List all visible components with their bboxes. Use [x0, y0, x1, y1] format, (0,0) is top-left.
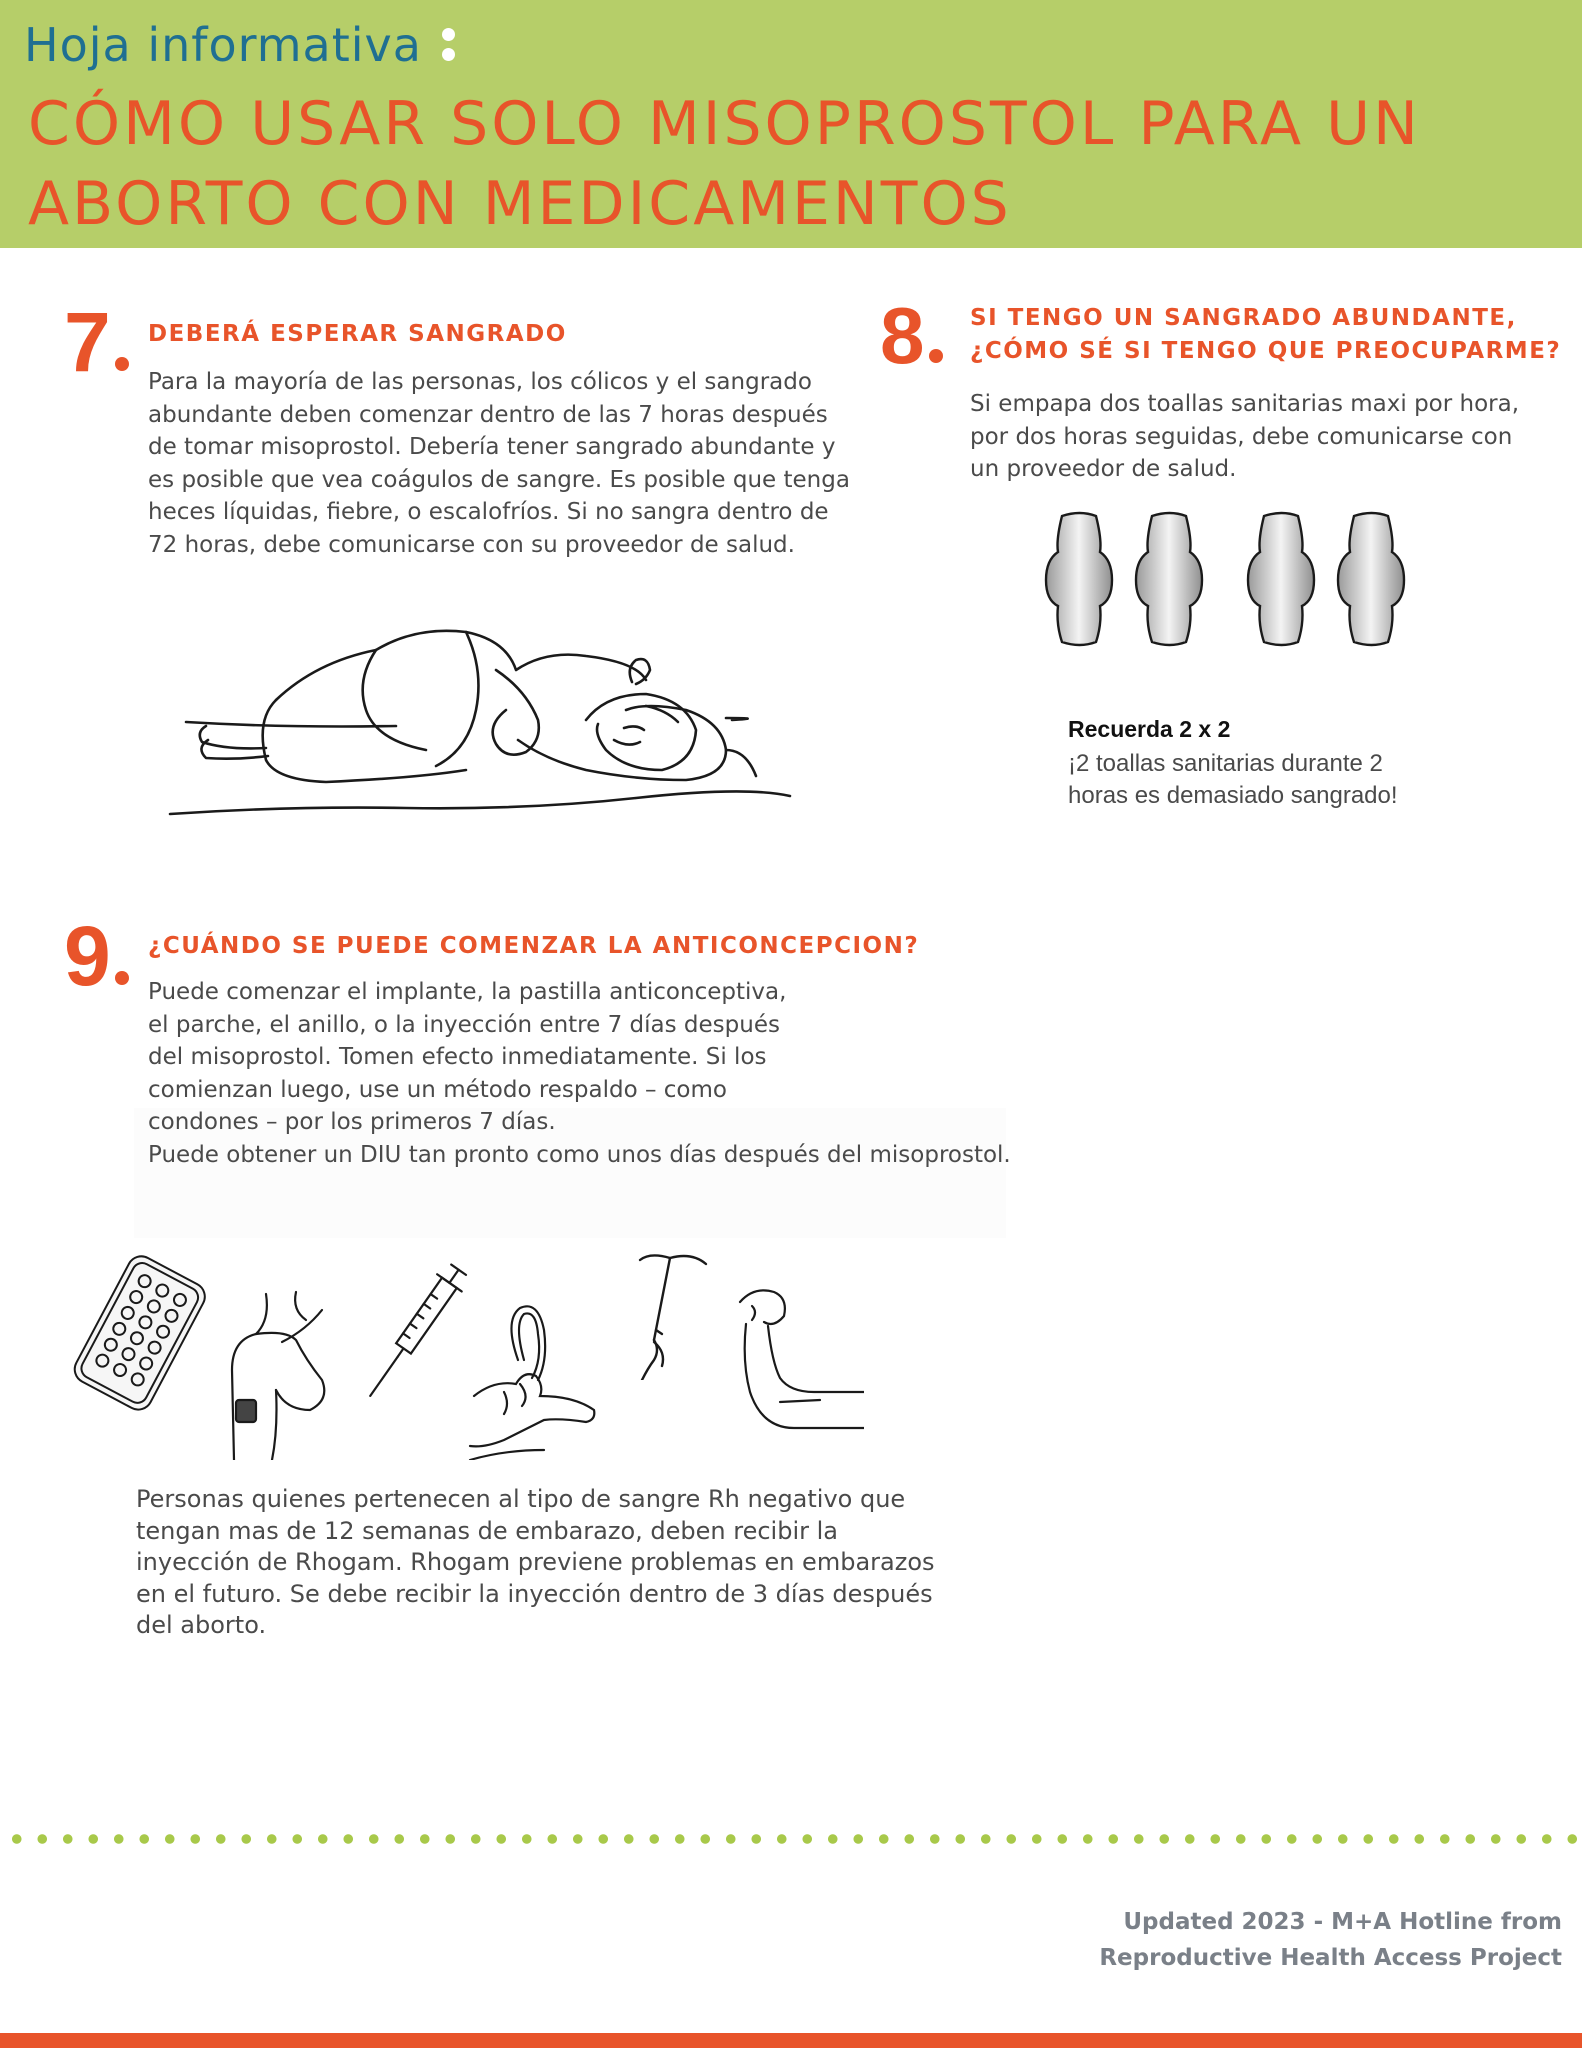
- section9-line: condones – por los primeros 7 días.: [148, 1109, 556, 1135]
- reminder-line: horas es demasiado sangrado!: [1068, 782, 1398, 809]
- colon-decoration: [442, 24, 456, 64]
- bottom-accent-bar: [0, 2033, 1582, 2048]
- arm-implant-icon: [734, 1282, 864, 1432]
- section8-paragraph: [970, 388, 1530, 486]
- section7-line: Para la mayoría de las personas, los cólicos y el sangrado: [148, 369, 812, 395]
- reminder-body: [1068, 748, 1428, 812]
- section8-line: por dos horas seguidas, debe comunicarse con: [970, 423, 1513, 450]
- section7-paragraph: [148, 366, 868, 561]
- kicker-label: Hoja informativa: [24, 18, 422, 72]
- reminder-title: Recuerda 2 x 2: [1068, 716, 1231, 742]
- section7-line: abundante deben comenzar dentro de las 7 horas después: [148, 401, 828, 428]
- page-title: [28, 84, 1528, 244]
- section8-heading-line1: SI TENGO UN SANGRADO ABUNDANTE,: [970, 305, 1517, 331]
- section9-line: el parche, el anillo, o la inyección entre 7 días después: [148, 1011, 780, 1038]
- dotted-divider: [0, 1833, 1582, 1845]
- syringe-icon: [360, 1252, 470, 1412]
- rhogam-line: inyección de Rhogam. Rhogam previene problemas en embarazos: [136, 1548, 935, 1576]
- person-lying-curled-icon: [166, 610, 806, 830]
- footer-credit: [1099, 1904, 1562, 1976]
- rhogam-line: tengan mas de 12 semanas de embarazo, deben recibir la: [136, 1516, 838, 1545]
- section7-heading: DEBERÁ ESPERAR SANGRADO: [148, 321, 567, 347]
- section9-heading: ¿CUÁNDO SE PUEDE COMENZAR LA ANTICONCEPCION?: [148, 933, 920, 959]
- ring-icon: [464, 1300, 604, 1460]
- section9-line: Puede obtener un DIU tan pronto como unos días después del misoprostol.: [148, 1141, 1011, 1168]
- sanitary-pads-icon: [1040, 510, 1420, 650]
- section7-line: 72 horas, debe comunicarse con su proveedor de salud.: [148, 531, 795, 558]
- section8-line: Si empapa dos toallas sanitarias maxi por hora,: [970, 391, 1520, 417]
- page-title-line2: ABORTO CON MEDICAMENTOS: [28, 169, 1012, 239]
- page-title-line1: CÓMO USAR SOLO MISOPROSTOL PARA UN: [28, 89, 1421, 159]
- section7-number: 7: [64, 300, 129, 384]
- rhogam-line: Personas quienes pertenecen al tipo de sangre Rh negativo que: [136, 1485, 906, 1513]
- section9-number: 9: [64, 914, 129, 998]
- patch-icon: [226, 1290, 336, 1460]
- footer-line2: Reproductive Health Access Project: [1099, 1945, 1562, 1971]
- section7-line: heces líquidas, fiebre, o escalofríos. Si no sangra dentro de: [148, 499, 829, 525]
- iud-icon: [620, 1250, 720, 1380]
- section8-heading-line2: ¿CÓMO SÉ SI TENGO QUE PREOCUPARME?: [970, 338, 1562, 364]
- rhogam-line: en el futuro. Se debe recibir la inyección dentro de 3 días después: [136, 1579, 933, 1608]
- section9-paragraph: [148, 976, 1048, 1171]
- reminder-line: ¡2 toallas sanitarias durante 2: [1068, 750, 1383, 777]
- section7-line: es posible que vea coágulos de sangre. Es posible que tenga: [148, 466, 850, 493]
- rhogam-paragraph: [136, 1484, 1036, 1642]
- section8-heading: [970, 302, 1561, 368]
- section8-number: 8: [880, 296, 943, 376]
- section9-line: del misoprostol. Tomen efecto inmediatamente. Si los: [148, 1044, 767, 1070]
- header-banner: [0, 0, 1582, 248]
- footer-line1: Updated 2023 - M+A Hotline from: [1123, 1909, 1562, 1935]
- rhogam-line: del aborto.: [136, 1611, 267, 1639]
- section8-line: un proveedor de salud.: [970, 456, 1237, 482]
- pill-pack-icon: [68, 1252, 208, 1412]
- section7-line: de tomar misoprostol. Debería tener sangrado abundante y: [148, 434, 836, 460]
- section9-line: Puede comenzar el implante, la pastilla anticonceptiva,: [148, 979, 787, 1005]
- section9-line: comienzan luego, use un método respaldo – como: [148, 1076, 727, 1103]
